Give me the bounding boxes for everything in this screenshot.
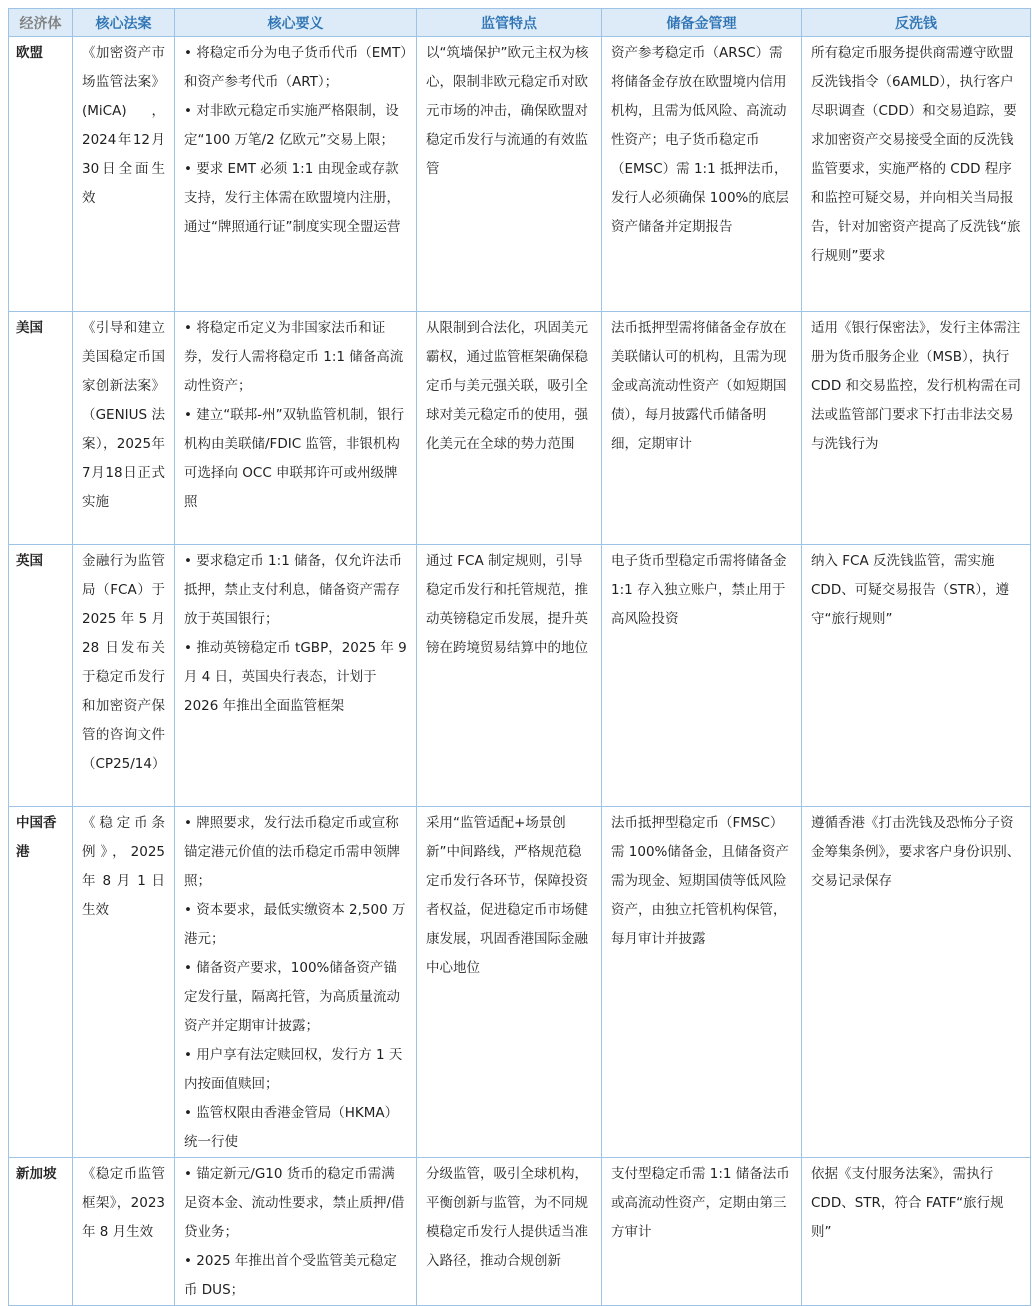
law-cell: 《稳定币监管框架》，2023 年 8 月生效 [73, 1158, 175, 1306]
point-item: • 要求稳定币 1:1 储备，仅允许法币抵押，禁止支付利息，储备资产需存放于英国银行； [184, 547, 407, 634]
header-economy: 经济体 [9, 9, 73, 37]
features-cell: 采用“监管适配+场景创新”中间路线，严格规范稳定币发行各环节，保障投资者权益，促进稳定币市场健康发展，巩固香港国际金融中心地位 [417, 807, 602, 1158]
point-item: • 牌照要求，发行法币稳定币或宣称锚定港元价值的法币稳定币需申领牌照； [184, 809, 407, 896]
point-item: • 将稳定币分为电子货币代币（EMT）和资产参考代币（ART）； [184, 39, 407, 97]
aml-cell: 适用《银行保密法》，发行主体需注册为货币服务企业（MSB），执行 CDD 和交易监控，发行机构需在司法或监管部门要求下打击非法交易与洗钱行为 [802, 312, 1031, 545]
law-cell: 《加密资产市场监管法案》(MiCA)，2024年12月30日全面生效 [73, 37, 175, 312]
table-row [9, 1158, 1031, 1306]
header-reserve: 储备金管理 [602, 9, 802, 37]
points-cell [175, 807, 417, 1158]
header-law: 核心法案 [73, 9, 175, 37]
reserve-cell: 法币抵押型稳定币（FMSC）需 100%储备金，且储备资产需为现金、短期国债等低风险资产，由独立托管机构保管，每月审计并披露 [602, 807, 802, 1158]
reserve-cell: 电子货币型稳定币需将储备金 1:1 存入独立账户，禁止用于高风险投资 [602, 545, 802, 807]
features-cell: 从限制到合法化，巩固美元霸权，通过监管框架确保稳定币与美元强关联，吸引全球对美元稳定币的使用，强化美元在全球的势力范围 [417, 312, 602, 545]
law-cell: 金融行为监管局（FCA）于 2025 年 5 月 28 日发布关于稳定币发行和加密资产保管的咨询文件（CP25/14） [73, 545, 175, 807]
aml-cell: 遵循香港《打击洗钱及恐怖分子资金筹集条例》，要求客户身份识别、交易记录保存 [802, 807, 1031, 1158]
point-item: • 建立“联邦-州”双轨监管机制，银行机构由美联储/FDIC 监管，非银机构可选择向 OCC 申联邦许可或州级牌照 [184, 401, 407, 517]
point-item: • 2025 年推出首个受监管美元稳定币 DUS； [184, 1247, 407, 1305]
point-item: • 用户享有法定赎回权，发行方 1 天内按面值赎回； [184, 1041, 407, 1099]
reserve-cell: 资产参考稳定币（ARSC）需将储备金存放在欧盟境内信用机构，且需为低风险、高流动性资产；电子货币稳定币（EMSC）需 1:1 抵押法币，发行人必须确保 100%的底层资产储备并定期报告 [602, 37, 802, 312]
point-item: • 对非欧元稳定币实施严格限制，设定“100 万笔/2 亿欧元”交易上限； [184, 97, 407, 155]
table-row [9, 37, 1031, 312]
header-features: 监管特点 [417, 9, 602, 37]
point-item: • 储备资产要求，100%储备资产锚定发行量，隔离托管，为高质量流动资产并定期审计披露； [184, 954, 407, 1041]
reserve-cell: 法币抵押型需将储备金存放在美联储认可的机构，且需为现金或高流动性资产（如短期国债），每月披露代币储备明细，定期审计 [602, 312, 802, 545]
features-cell: 通过 FCA 制定规则，引导稳定币发行和托管规范，推动英镑稳定币发展，提升英镑在跨境贸易结算中的地位 [417, 545, 602, 807]
point-item: • 锚定新元/G10 货币的稳定币需满足资本金、流动性要求，禁止质押/借贷业务； [184, 1160, 407, 1247]
regulation-table [8, 8, 1031, 1306]
points-cell [175, 37, 417, 312]
table-row [9, 807, 1031, 1158]
header-points: 核心要义 [175, 9, 417, 37]
point-item: • 资本要求，最低实缴资本 2,500 万港元； [184, 896, 407, 954]
header-row [9, 9, 1031, 37]
point-item: • 推动英镑稳定币 tGBP，2025 年 9 月 4 日，英国央行表态，计划于 2026 年推出全面监管框架 [184, 634, 407, 721]
point-item: • 将稳定币定义为非国家法币和证券，发行人需将稳定币 1:1 储备高流动性资产； [184, 314, 407, 401]
economy-cell: 新加坡 [9, 1158, 73, 1306]
law-cell: 《稳定币条例》，2025 年 8 月 1 日生效 [73, 807, 175, 1158]
aml-cell: 所有稳定币服务提供商需遵守欧盟反洗钱指令（6AMLD），执行客户尽职调查（CDD）和交易追踪，要求加密资产交易接受全面的反洗钱监管要求，实施严格的 CDD 程序和监控可疑交易，并向相关当局报告，针对加密资产提高了反洗钱“旅行规则”要求 [802, 37, 1031, 312]
table-row [9, 312, 1031, 545]
table-row [9, 545, 1031, 807]
aml-cell: 依据《支付服务法案》，需执行 CDD、STR，符合 FATF“旅行规则” [802, 1158, 1031, 1306]
economy-cell: 中国香港 [9, 807, 73, 1158]
economy-cell: 欧盟 [9, 37, 73, 312]
reserve-cell: 支付型稳定币需 1:1 储备法币或高流动性资产，定期由第三方审计 [602, 1158, 802, 1306]
economy-cell: 英国 [9, 545, 73, 807]
features-cell: 以“筑墙保护”欧元主权为核心，限制非欧元稳定币对欧元市场的冲击，确保欧盟对稳定币发行与流通的有效监管 [417, 37, 602, 312]
features-cell: 分级监管，吸引全球机构，平衡创新与监管，为不同规模稳定币发行人提供适当准入路径，推动合规创新 [417, 1158, 602, 1306]
aml-cell: 纳入 FCA 反洗钱监管，需实施 CDD、可疑交易报告（STR），遵守“旅行规则” [802, 545, 1031, 807]
points-cell [175, 312, 417, 545]
points-cell [175, 1158, 417, 1306]
law-cell: 《引导和建立美国稳定币国家创新法案》（GENIUS 法案），2025年7月18日正式实施 [73, 312, 175, 545]
points-cell [175, 545, 417, 807]
header-aml: 反洗钱 [802, 9, 1031, 37]
economy-cell: 美国 [9, 312, 73, 545]
point-item: • 监管权限由香港金管局（HKMA）统一行使 [184, 1099, 407, 1157]
point-item: • 要求 EMT 必须 1:1 由现金或存款支持，发行主体需在欧盟境内注册，通过“牌照通行证”制度实现全盟运营 [184, 155, 407, 242]
